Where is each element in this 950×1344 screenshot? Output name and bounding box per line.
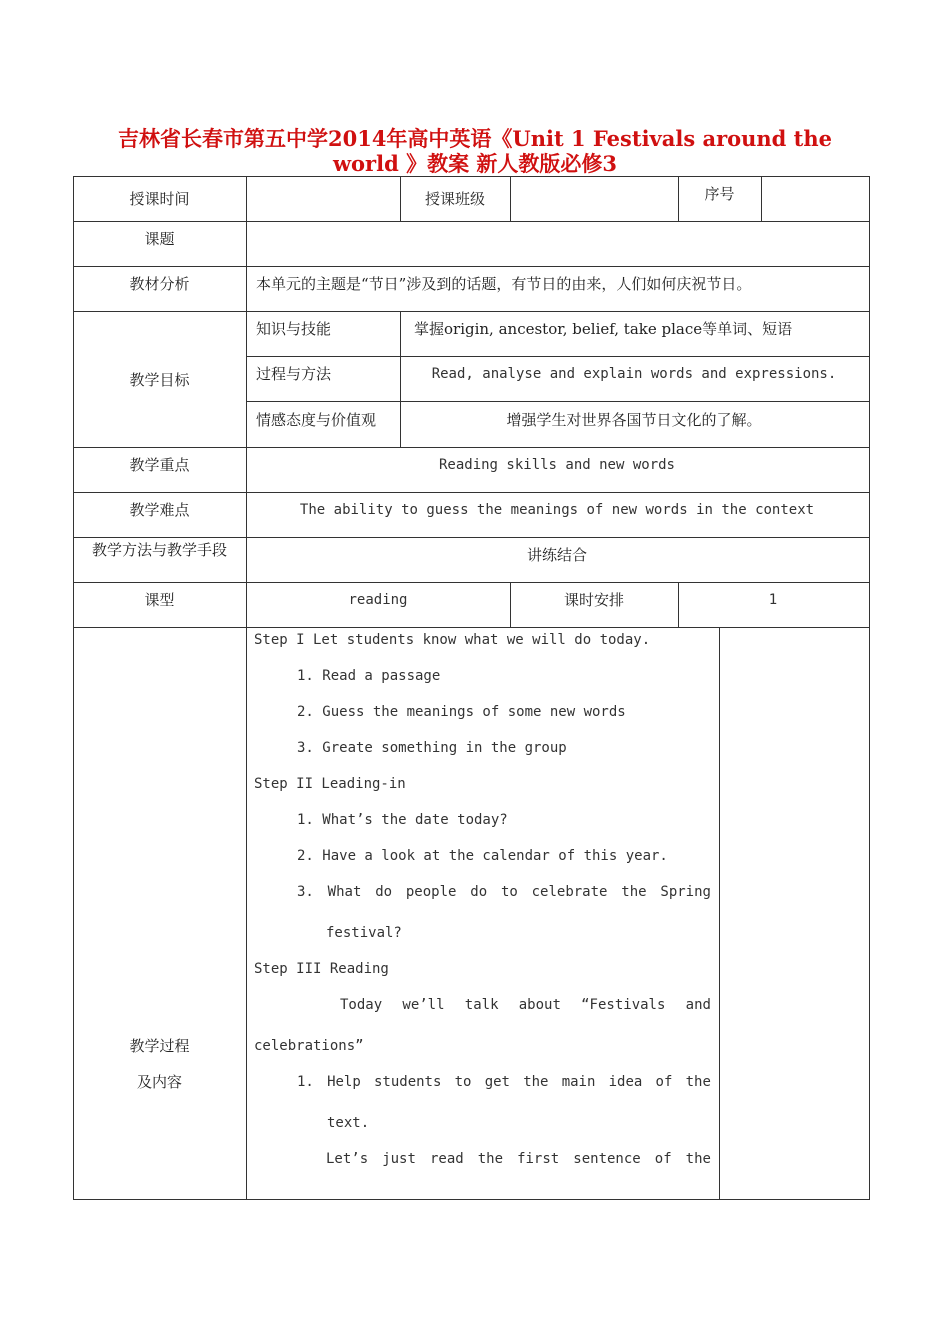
word: get (484, 1074, 510, 1090)
word: of (655, 1074, 673, 1090)
title-line-1: 吉林省长春市第五中学2014年高中英语《Unit 1 Festivals around the (117, 126, 833, 151)
step-1-item: 1. Read a passage (297, 668, 441, 684)
word: What (327, 884, 362, 900)
word: idea (608, 1074, 643, 1090)
word: just (382, 1151, 416, 1167)
word: the (685, 1151, 711, 1167)
label-difficulty: 教学难点 (129, 501, 190, 519)
col-line (761, 176, 762, 222)
word: do (375, 884, 393, 900)
label-hours: 课时安排 (563, 591, 624, 609)
label-analysis: 教材分析 (129, 275, 190, 293)
step-1-item: 2. Guess the meanings of some new words (297, 704, 626, 720)
step-2-heading: Step II Leading-in (254, 776, 406, 792)
analysis-text: 本单元的主题是“节日”涉及到的话题，有节日的由来，人们如何庆祝节日。 (256, 275, 752, 293)
word: talk (464, 997, 499, 1013)
goal-knowledge-text: 掌握origin, ancestor, belief, take place等单词、短语 (414, 320, 793, 338)
title-line-2: world 》教案 新人教版必修3 (332, 151, 618, 176)
goal-process-text: Read, analyse and explain words and expressions. (431, 365, 837, 382)
label-method: 教学方法与教学手段 (91, 541, 227, 559)
difficulty-text: The ability to guess the meanings of new words in the context (299, 501, 815, 518)
word: “Festivals (581, 997, 666, 1013)
word: Today (340, 997, 383, 1013)
step-1-item: 3. Greate something in the group (297, 740, 567, 756)
document-title (90, 126, 860, 176)
word: do (470, 884, 488, 900)
step-2-item: 1. What’s the date today? (297, 812, 508, 828)
step-2-item: 2. Have a look at the calendar of this year. (297, 848, 668, 864)
step-3-heading: Step III Reading (254, 961, 389, 977)
word: about (518, 997, 561, 1013)
word: the (685, 1074, 711, 1090)
row-line (73, 627, 869, 628)
word: the (523, 1074, 549, 1090)
step-3-last-line (326, 1151, 711, 1167)
col-line (510, 176, 511, 222)
word: of (654, 1151, 672, 1167)
goal-process-label: 过程与方法 (256, 365, 332, 383)
label-type: 课型 (144, 591, 175, 609)
word: first (517, 1151, 560, 1167)
step-3-intro (340, 997, 711, 1013)
word: Spring (660, 884, 711, 900)
word: 3. (297, 884, 314, 900)
label-time: 授课时间 (129, 190, 190, 208)
word: celebrate (531, 884, 608, 900)
step-3-item-1 (297, 1074, 711, 1090)
word: sentence (573, 1151, 641, 1167)
word: and (685, 997, 711, 1013)
word: Let’s (326, 1151, 369, 1167)
hours-text: 1 (768, 591, 778, 608)
label-goals: 教学目标 (129, 370, 190, 389)
goal-emotion-label: 情感态度与价值观 (256, 410, 377, 429)
word: people (405, 884, 457, 900)
step-3-item-1-cont: text. (327, 1115, 370, 1131)
type-text: reading (348, 591, 408, 608)
word: to (500, 884, 518, 900)
word: the (621, 884, 647, 900)
label-topic: 课题 (144, 229, 175, 248)
label-process-line1: 教学过程 (129, 1037, 190, 1055)
step-3-intro-cont: celebrations” (254, 1038, 364, 1054)
label-focus: 教学重点 (129, 456, 190, 474)
word: students (373, 1074, 442, 1090)
step-2-item-3-cont: festival? (326, 925, 402, 941)
label-class: 授课班级 (424, 190, 485, 208)
word: the (477, 1151, 504, 1167)
step-2-item-3 (297, 884, 711, 900)
word: 1. (297, 1074, 314, 1090)
goal-emotion-text: 增强学生对世界各国节日文化的了解。 (506, 410, 762, 429)
word: Help (327, 1074, 361, 1090)
step-1-heading: Step I Let students know what we will do today. (254, 632, 651, 648)
label-seq: 序号 (704, 184, 735, 203)
col-line (719, 627, 720, 1199)
label-process-line2: 及内容 (136, 1073, 182, 1091)
method-text: 讲练结合 (526, 546, 587, 564)
word: main (561, 1074, 596, 1090)
word: we’ll (402, 997, 445, 1013)
label-process (73, 1028, 246, 1100)
goal-knowledge-label: 知识与技能 (256, 320, 332, 338)
word: to (454, 1074, 472, 1090)
word: read (429, 1151, 464, 1167)
focus-text: Reading skills and new words (438, 456, 675, 473)
